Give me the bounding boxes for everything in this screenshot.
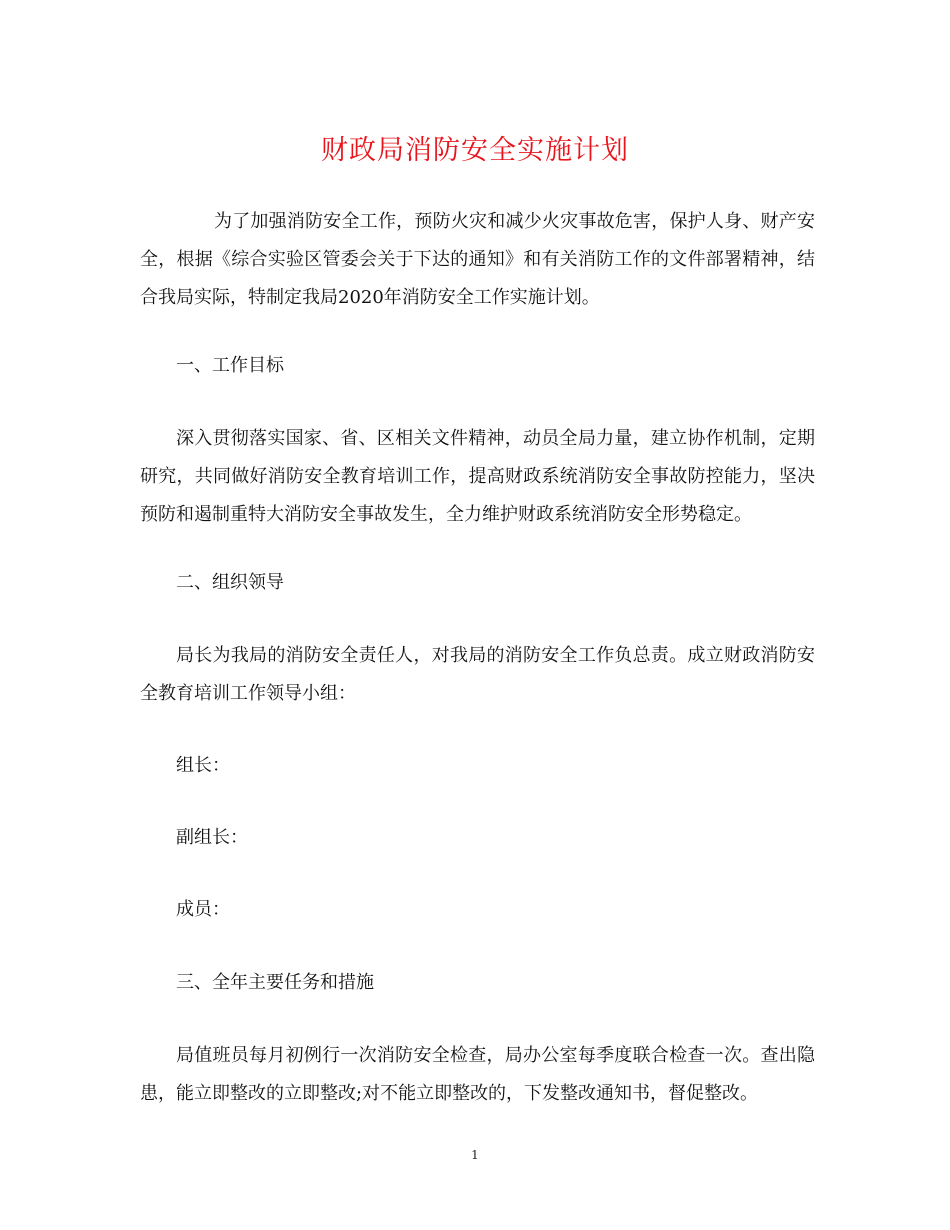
members-line: 成员： bbox=[176, 899, 230, 920]
goals-paragraph: 深入贯彻落实国家、省、区相关文件精神，动员全局力量，建立协作机制，定期研究，共同做好消防安全教育培训工作，提高财政系统消防安全事故防控能力，坚决预防和遏制重特大消防安全事故发生，全力维护财政系统消防安全形势稳定。 bbox=[140, 428, 815, 525]
section-heading-tasks: 三、全年主要任务和措施 bbox=[176, 972, 374, 993]
organization-paragraph: 局长为我局的消防安全责任人，对我局的消防安全工作负总责。成立财政消防安全教育培训工作领导小组： bbox=[140, 645, 815, 704]
document-title: 财政局消防安全实施计划 bbox=[321, 135, 629, 166]
section-heading-organization: 二、组织领导 bbox=[176, 572, 284, 593]
tasks-paragraph: 局值班员每月初例行一次消防安全检查，局办公室每季度联合检查一次。查出隐患，能立即整改的立即整改;对不能立即整改的，下发整改通知书，督促整改。 bbox=[140, 1045, 815, 1104]
group-leader-line: 组长： bbox=[176, 755, 230, 776]
deputy-leader-line: 副组长： bbox=[176, 827, 248, 848]
page-number: 1 bbox=[471, 1148, 479, 1162]
section-heading-goals: 一、工作目标 bbox=[176, 355, 284, 376]
intro-paragraph: 为了加强消防安全工作，预防火灾和减少火灾事故危害，保护人身、财产安全，根据《综合实验区管委会关于下达的通知》和有关消防工作的文件部署精神，结合我局实际，特制定我局2020年消防安全工作实施计划。 bbox=[140, 211, 815, 308]
